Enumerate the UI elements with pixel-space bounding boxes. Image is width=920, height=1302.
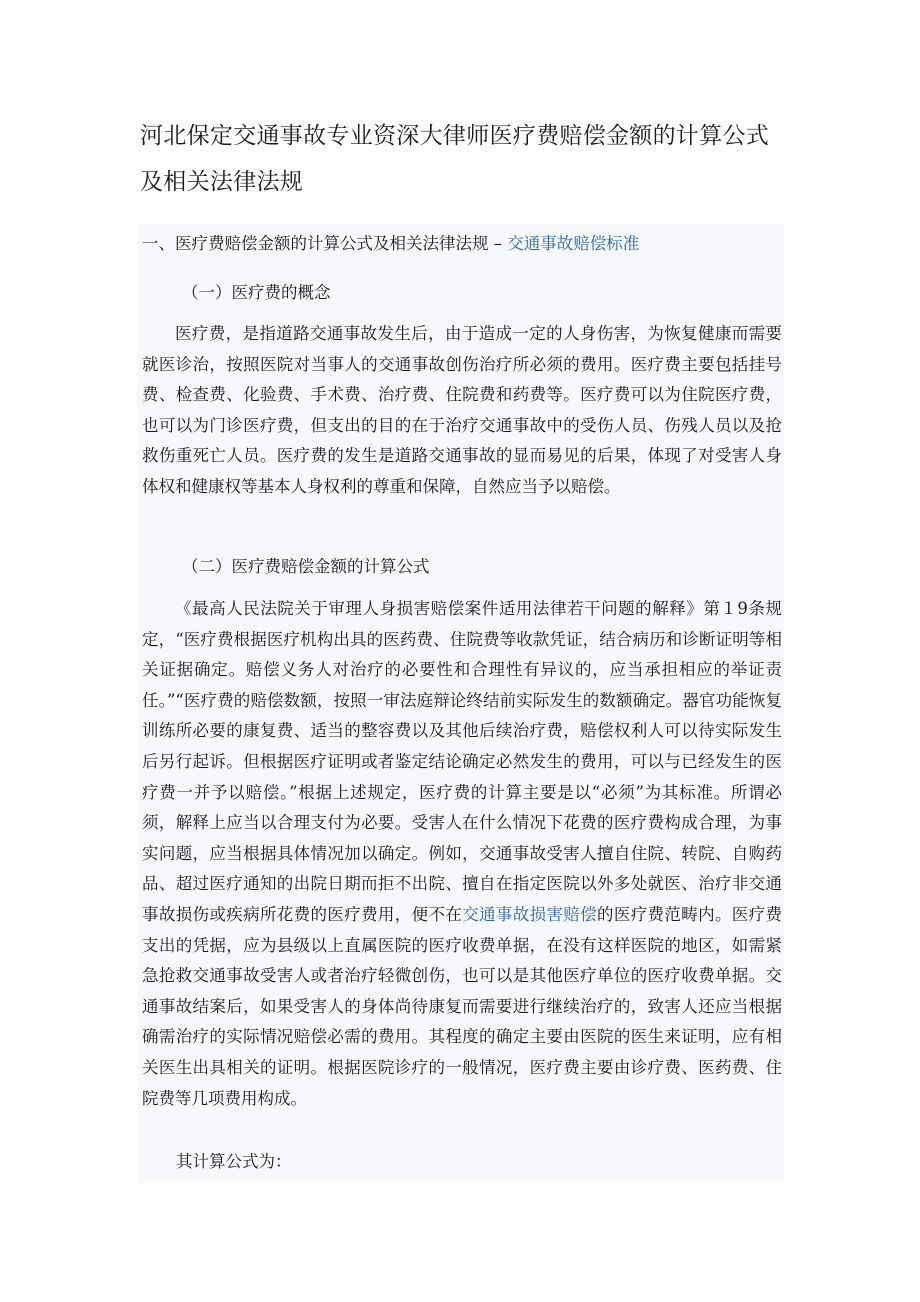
medical-fee-concept-paragraph: 医疗费，是指道路交通事故发生后，由于造成一定的人身伤害，为恢复健康而需要就医诊治，按照医院对当事人的交通事故创伤治疗所必须的费用。医疗费主要包括挂号费、检查费、化验费、手术费、治疗费、住院费和药费等。医疗费可以为住院医疗费，也可以为门诊医疗费，但支出的目的在于治疗交通事故中的受伤人员、伤残人员以及抢救伤重死亡人员。医疗费的发生是道路交通事故的显而易见的后果，体现了对受害人身体权和健康权等基本人身权利的尊重和保障，自然应当予以赔偿。: [142, 324, 782, 496]
article-content-block: [138, 224, 784, 1182]
formula-paragraph-text-before-link: 《最高人民法院关于审理人身损害赔偿案件适用法律若干问题的解释》第１9条规定，“医疗费根据医疗机构出具的医药费、住院费等收款凭证，结合病历和诊断证明等相关证据确定。赔偿义务人对治疗的必要性和合理性有异议的，应当承担相应的举证责任。”“医疗费的赔偿数额，按照一审法庭辩论终结前实际发生的数额确定。器官功能恢复训练所必要的康复费、适当的整容费以及其他后续治疗费，赔偿权利人可以待实际发生后另行起诉。但根据医疗证明或者鉴定结论确定必然发生的费用，可以与已经发生的医疗费一并予以赔偿。”根据上述规定，医疗费的计算主要是以“必须”为其标准。所谓必须，解释上应当以合理支付为必要。受害人在什么情况下花费的医疗费构成合理，为事实问题，应当根据具体情况加以确定。例如，交通事故受害人擅自住院、转院、自购药品、超过医疗通知的出院日期而拒不出院、擅自在指定医院以外多处就医、治疗非交通事故损伤或疾病所花费的医疗费用，便不在: [142, 599, 782, 924]
section-one-heading: [142, 230, 639, 258]
subsection-two-heading: （二）医疗费赔偿金额的计算公式: [182, 557, 430, 576]
damage-compensation-link[interactable]: 交通事故损害赔偿: [462, 904, 597, 924]
formula-explanation-paragraph: [142, 594, 782, 1114]
formula-paragraph-text-after-link: 的医疗费范畴内。医疗费支出的凭据，应为县级以上直属医院的医疗收费单据，在没有这样医院的地区，如需紧急抢救交通事故受害人或者治疗轻微创伤，也可以是其他医疗单位的医疗收费单据。交通事故结案后，如果受害人的身体尚待康复而需要进行继续治疗的，致害人还应当根据确需治疗的实际情况赔偿必需的费用。其程度的确定主要由医院的医生来证明，应有相关医生出具相关的证明。根据医院诊疗的一般情况，医疗费主要由诊疗费、医药费、住院费等几项费用构成。: [142, 904, 783, 1108]
subsection-one-heading: （一）医疗费的概念: [182, 283, 331, 302]
document-title: 河北保定交通事故专业资深大律师医疗费赔偿金额的计算公式及相关法律法规: [140, 123, 770, 195]
formula-lead-text: 其计算公式为：: [176, 1152, 292, 1171]
compensation-standard-link[interactable]: 交通事故赔偿标准: [507, 234, 640, 253]
section-one-heading-text: 一、医疗费赔偿金额的计算公式及相关法律法规 –: [142, 234, 508, 253]
